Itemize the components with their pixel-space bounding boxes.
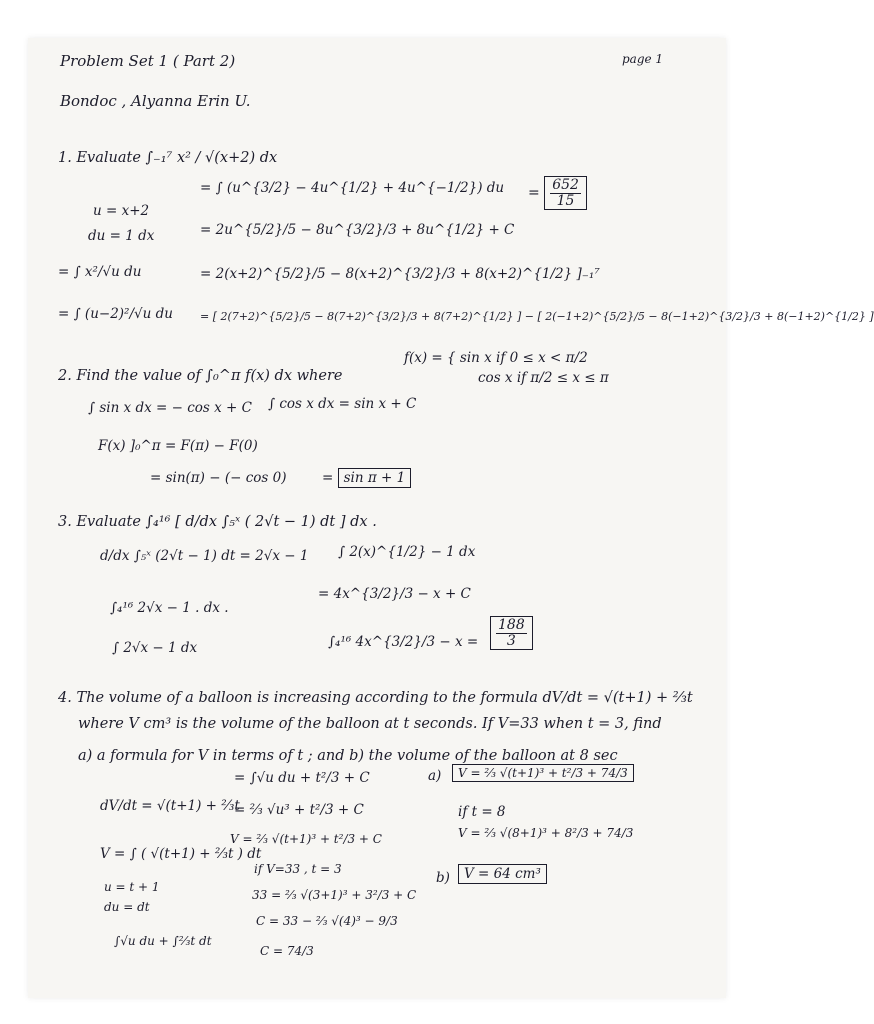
problem-4-question-line: where V cm³ is the volume of the balloon at t seconds. If V=33 when t = 3, find xyxy=(78,716,662,732)
problem-4-step: = ⅔ √u³ + t²/3 + C xyxy=(234,802,364,818)
problem-4-step: V = ∫ ( √(t+1) + ⅔t ) dt xyxy=(100,846,262,862)
problem-3-step: d/dx ∫₅ˣ (2√t − 1) dt = 2√x − 1 xyxy=(100,548,309,564)
problem-4-answer-b-label: b) xyxy=(436,870,450,886)
answer-denominator: 3 xyxy=(506,632,516,649)
problem-4-step: V = ⅔ √(t+1)³ + t²/3 + C xyxy=(230,832,382,846)
answer-numerator: 652 xyxy=(552,177,579,193)
problem-4-step: V = ⅔ √(8+1)³ + 8²/3 + 74/3 xyxy=(458,826,634,840)
problem-4-step: C = 33 − ⅔ √(4)³ − 9/3 xyxy=(256,914,398,928)
problem-4-step: = ∫√u du + t²/3 + C xyxy=(234,770,370,786)
problem-3-question: 3. Evaluate ∫₄¹⁶ [ d/dx ∫₅ˣ ( 2√t − 1) dt ] dx . xyxy=(58,514,377,530)
problem-4-answer-b xyxy=(458,864,547,884)
problem-3-step: ∫ 2(x)^{1/2} − 1 dx xyxy=(338,544,476,560)
problem-1-step: = [ 2(7+2)^{5/2}/5 − 8(7+2)^{3/2}/3 + 8(7+2)^{1/2} ] − [ 2(−1+2)^{5/2}/5 − 8(−1+2)^{3/2}/3 + 8(−1+2)^{1/2} ] xyxy=(200,310,874,323)
problem-1-step: = ∫ x²/√u du xyxy=(58,264,142,280)
problem-4-question-line: a) a formula for V in terms of t ; and b) the volume of the balloon at 8 sec xyxy=(78,748,618,764)
problem-1-answer-box: = $\frac{652}{15}$ xyxy=(528,176,587,210)
problem-1-question: 1. Evaluate ∫₋₁⁷ x² / √(x+2) dx xyxy=(58,150,278,166)
problem-2-step: ∫ sin x dx = − cos x + C xyxy=(88,400,252,416)
problem-3-answer-box xyxy=(490,616,533,650)
problem-1-step: = ∫ (u−2)²/√u du xyxy=(58,306,173,322)
problem-4-step: C = 74/3 xyxy=(260,944,314,958)
answer-b-value: V = 64 cm³ xyxy=(458,864,547,884)
problem-3-step: = 4x^{3/2}/3 − x + C xyxy=(318,586,471,602)
problem-3-step: ∫₄¹⁶ 4x^{3/2}/3 − x = xyxy=(328,634,479,650)
problem-2-answer-box: = sin π + 1 xyxy=(322,468,411,488)
problem-2-step: = sin(π) − (− cos 0) xyxy=(150,470,287,486)
problem-4-step: dV/dt = √(t+1) + ⅔t xyxy=(100,798,240,814)
problem-1-substitution: du = 1 dx xyxy=(88,228,155,244)
problem-4-step: if V=33 , t = 3 xyxy=(254,862,342,876)
author-name: Bondoc , Alyanna Erin U. xyxy=(60,92,251,110)
worksheet-title: Problem Set 1 ( Part 2) xyxy=(60,52,236,70)
problem-2-question: 2. Find the value of ∫₀^π f(x) dx where xyxy=(58,368,343,384)
problem-4-step: if t = 8 xyxy=(458,804,506,820)
answer-value: sin π + 1 xyxy=(338,468,412,488)
problem-3-step: ∫₄¹⁶ 2√x − 1 . dx . xyxy=(110,600,229,616)
problem-4-step: ∫√u du + ∫⅔t dt xyxy=(114,934,212,948)
problem-1-step: = 2(x+2)^{5/2}/5 − 8(x+2)^{3/2}/3 + 8(x+2)^{1/2} ]₋₁⁷ xyxy=(200,266,600,282)
problem-1-substitution: u = x+2 xyxy=(93,203,150,219)
problem-2-piece: cos x if π/2 ≤ x ≤ π xyxy=(478,370,609,386)
problem-1-step: = 2u^{5/2}/5 − 8u^{3/2}/3 + 8u^{1/2} + C xyxy=(200,222,515,238)
problem-4-step: u = t + 1 xyxy=(104,880,160,894)
problem-4-question-line: 4. The volume of a balloon is increasing according to the formula dV/dt = √(t+1) + ⅔t xyxy=(58,690,693,706)
problem-3-step: ∫ 2√x − 1 dx xyxy=(112,640,198,656)
problem-2-piece: f(x) = { sin x if 0 ≤ x < π/2 xyxy=(404,350,588,366)
problem-4-answer-a xyxy=(452,764,634,782)
problem-4-step: 33 = ⅔ √(3+1)³ + 3²/3 + C xyxy=(252,888,417,902)
problem-4-step: du = dt xyxy=(104,900,150,914)
answer-numerator: 188 xyxy=(498,617,525,633)
problem-2-step: F(x) ]₀^π = F(π) − F(0) xyxy=(98,438,258,454)
page-number: page 1 xyxy=(622,52,664,66)
problem-2-step: ∫ cos x dx = sin x + C xyxy=(268,396,417,412)
problem-4-answer-a-label: a) xyxy=(428,768,442,784)
problem-1-step: = ∫ (u^{3/2} − 4u^{1/2} + 4u^{−1/2}) du xyxy=(200,180,505,196)
answer-denominator: 15 xyxy=(556,192,575,209)
answer-a-value: V = ⅔ √(t+1)³ + t²/3 + 74/3 xyxy=(452,764,634,782)
